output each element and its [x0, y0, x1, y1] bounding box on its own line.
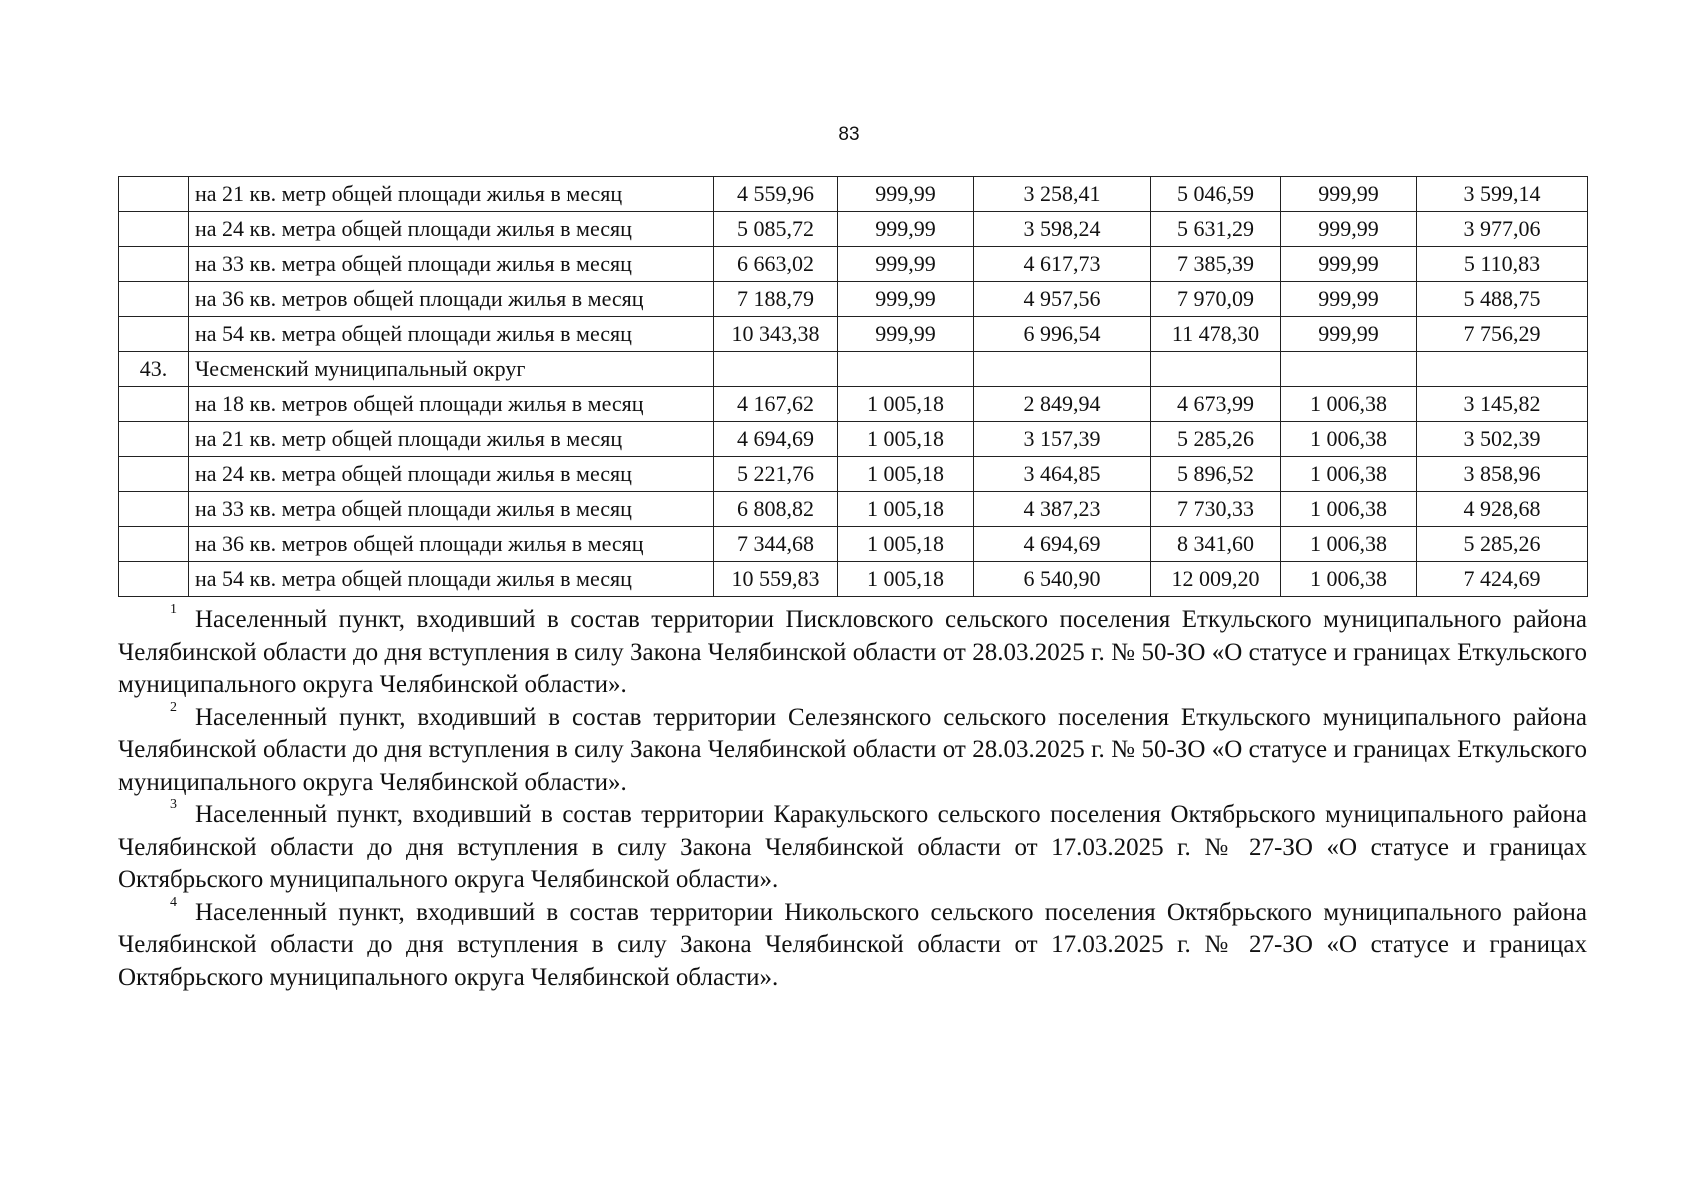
value-cell: 1 005,18	[838, 387, 974, 422]
value-cell: 1 005,18	[838, 457, 974, 492]
row-description: на 36 кв. метров общей площади жилья в месяц	[189, 282, 714, 317]
section-title: Чесменский муниципальный округ	[189, 352, 714, 387]
value-cell: 3 598,24	[974, 212, 1151, 247]
value-cell: 10 343,38	[714, 317, 838, 352]
row-index	[119, 527, 189, 562]
row-index	[119, 317, 189, 352]
value-cell: 999,99	[838, 212, 974, 247]
value-cell: 4 167,62	[714, 387, 838, 422]
value-cell: 8 341,60	[1151, 527, 1281, 562]
value-cell: 4 559,96	[714, 177, 838, 212]
row-index	[119, 422, 189, 457]
value-cell: 5 488,75	[1417, 282, 1588, 317]
value-cell: 4 957,56	[974, 282, 1151, 317]
value-cell: 1 006,38	[1281, 562, 1417, 597]
value-cell: 7 970,09	[1151, 282, 1281, 317]
value-cell: 4 694,69	[714, 422, 838, 457]
footnote-text: Населенный пункт, входивший в состав территории Селезянского сельского поселения Еткульского муниципального района Челябинской области до дня вступления в силу Закона Челябинской области от 28.03.2025 г. № 50-ЗО «О статусе и границах Еткульского муниципального округа Челябинской области».	[118, 703, 1587, 796]
footnote	[118, 894, 1587, 995]
table-row	[119, 247, 1588, 282]
value-cell: 5 285,26	[1417, 527, 1588, 562]
value-cell: 4 928,68	[1417, 492, 1588, 527]
table-row	[119, 387, 1588, 422]
value-cell: 7 756,29	[1417, 317, 1588, 352]
value-cell: 1 006,38	[1281, 457, 1417, 492]
value-cell: 1 006,38	[1281, 422, 1417, 457]
table-row	[119, 177, 1588, 212]
value-cell: 3 502,39	[1417, 422, 1588, 457]
row-description: на 54 кв. метра общей площади жилья в месяц	[189, 317, 714, 352]
value-cell: 10 559,83	[714, 562, 838, 597]
value-cell: 6 540,90	[974, 562, 1151, 597]
value-cell: 5 285,26	[1151, 422, 1281, 457]
value-cell: 999,99	[838, 247, 974, 282]
row-index: 43.	[119, 352, 189, 387]
value-cell: 5 631,29	[1151, 212, 1281, 247]
table-row	[119, 212, 1588, 247]
value-cell: 1 006,38	[1281, 492, 1417, 527]
value-cell: 3 145,82	[1417, 387, 1588, 422]
value-cell: 11 478,30	[1151, 317, 1281, 352]
row-description: на 36 кв. метров общей площади жилья в месяц	[189, 527, 714, 562]
value-cell: 5 046,59	[1151, 177, 1281, 212]
footnote-mark: 2	[170, 699, 177, 715]
footnote	[118, 604, 1587, 702]
value-cell: 3 464,85	[974, 457, 1151, 492]
value-cell: 999,99	[1281, 317, 1417, 352]
value-cell: 3 858,96	[1417, 457, 1588, 492]
value-cell: 2 849,94	[974, 387, 1151, 422]
value-cell: 4 387,23	[974, 492, 1151, 527]
value-cell: 5 896,52	[1151, 457, 1281, 492]
value-cell: 999,99	[1281, 282, 1417, 317]
table-row	[119, 457, 1588, 492]
rates-table	[118, 176, 1588, 597]
row-index	[119, 247, 189, 282]
row-index	[119, 492, 189, 527]
value-cell: 4 694,69	[974, 527, 1151, 562]
value-cell: 3 599,14	[1417, 177, 1588, 212]
row-index	[119, 562, 189, 597]
row-description: на 54 кв. метра общей площади жилья в месяц	[189, 562, 714, 597]
value-cell: 1 005,18	[838, 562, 974, 597]
value-cell: 1 006,38	[1281, 387, 1417, 422]
value-cell: 6 808,82	[714, 492, 838, 527]
value-cell: 999,99	[1281, 212, 1417, 247]
value-cell: 4 617,73	[974, 247, 1151, 282]
value-cell: 999,99	[1281, 177, 1417, 212]
footnote	[118, 699, 1587, 800]
value-cell	[974, 352, 1151, 387]
footnote-text: Населенный пункт, входивший в состав территории Пискловского сельского поселения Еткульского муниципального района Челябинской области до дня вступления в силу Закона Челябинской области от 28.03.2025 г. № 50-ЗО «О статусе и границах Еткульского муниципального округа Челябинской области».	[118, 606, 1587, 698]
footnote-text: Населенный пункт, входивший в состав территории Каракульского сельского поселения Октябрьского муниципального района Челябинской области до дня вступления в силу Закона Челябинской области от 17.03.2025 г. № 27-ЗО «О статусе и границах Октябрьского муниципального округа Челябинской области».	[118, 801, 1587, 893]
row-index	[119, 177, 189, 212]
row-index	[119, 387, 189, 422]
value-cell: 1 005,18	[838, 527, 974, 562]
row-description: на 18 кв. метров общей площади жилья в месяц	[189, 387, 714, 422]
value-cell: 1 006,38	[1281, 527, 1417, 562]
value-cell: 5 085,72	[714, 212, 838, 247]
value-cell: 7 344,68	[714, 527, 838, 562]
row-description: на 21 кв. метр общей площади жилья в месяц	[189, 422, 714, 457]
value-cell	[1151, 352, 1281, 387]
value-cell: 6 663,02	[714, 247, 838, 282]
value-cell: 999,99	[1281, 247, 1417, 282]
row-index	[119, 212, 189, 247]
table-section-row	[119, 352, 1588, 387]
value-cell: 7 385,39	[1151, 247, 1281, 282]
value-cell: 3 977,06	[1417, 212, 1588, 247]
value-cell: 12 009,20	[1151, 562, 1281, 597]
value-cell: 3 157,39	[974, 422, 1151, 457]
page-number: 83	[838, 124, 860, 145]
value-cell: 7 730,33	[1151, 492, 1281, 527]
value-cell: 7 188,79	[714, 282, 838, 317]
value-cell: 1 005,18	[838, 422, 974, 457]
footnote-mark: 1	[170, 602, 177, 617]
value-cell: 5 110,83	[1417, 247, 1588, 282]
row-description: на 21 кв. метр общей площади жилья в месяц	[189, 177, 714, 212]
footnote	[118, 799, 1587, 897]
table-row	[119, 317, 1588, 352]
footnote-mark: 3	[170, 797, 177, 812]
value-cell: 999,99	[838, 282, 974, 317]
value-cell: 3 258,41	[974, 177, 1151, 212]
value-cell: 7 424,69	[1417, 562, 1588, 597]
value-cell	[1281, 352, 1417, 387]
value-cell: 999,99	[838, 317, 974, 352]
footnote-mark: 4	[170, 894, 177, 910]
table-row	[119, 562, 1588, 597]
value-cell: 4 673,99	[1151, 387, 1281, 422]
table-row	[119, 282, 1588, 317]
value-cell: 5 221,76	[714, 457, 838, 492]
value-cell: 999,99	[838, 177, 974, 212]
footnotes-section	[118, 604, 1587, 994]
row-index	[119, 457, 189, 492]
row-description: на 33 кв. метра общей площади жилья в месяц	[189, 247, 714, 282]
footnote-text: Населенный пункт, входивший в состав территории Никольского сельского поселения Октябрьского муниципального района Челябинской области до дня вступления в силу Закона Челябинской области от 17.03.2025 г. № 27-ЗО «О статусе и границах Октябрьского муниципального округа Челябинской области».	[118, 898, 1587, 991]
value-cell: 6 996,54	[974, 317, 1151, 352]
row-description: на 24 кв. метра общей площади жилья в месяц	[189, 457, 714, 492]
value-cell	[838, 352, 974, 387]
table-row	[119, 527, 1588, 562]
row-index	[119, 282, 189, 317]
row-description: на 24 кв. метра общей площади жилья в месяц	[189, 212, 714, 247]
row-description: на 33 кв. метра общей площади жилья в месяц	[189, 492, 714, 527]
value-cell	[714, 352, 838, 387]
value-cell	[1417, 352, 1588, 387]
table-row	[119, 492, 1588, 527]
value-cell: 1 005,18	[838, 492, 974, 527]
table-row	[119, 422, 1588, 457]
